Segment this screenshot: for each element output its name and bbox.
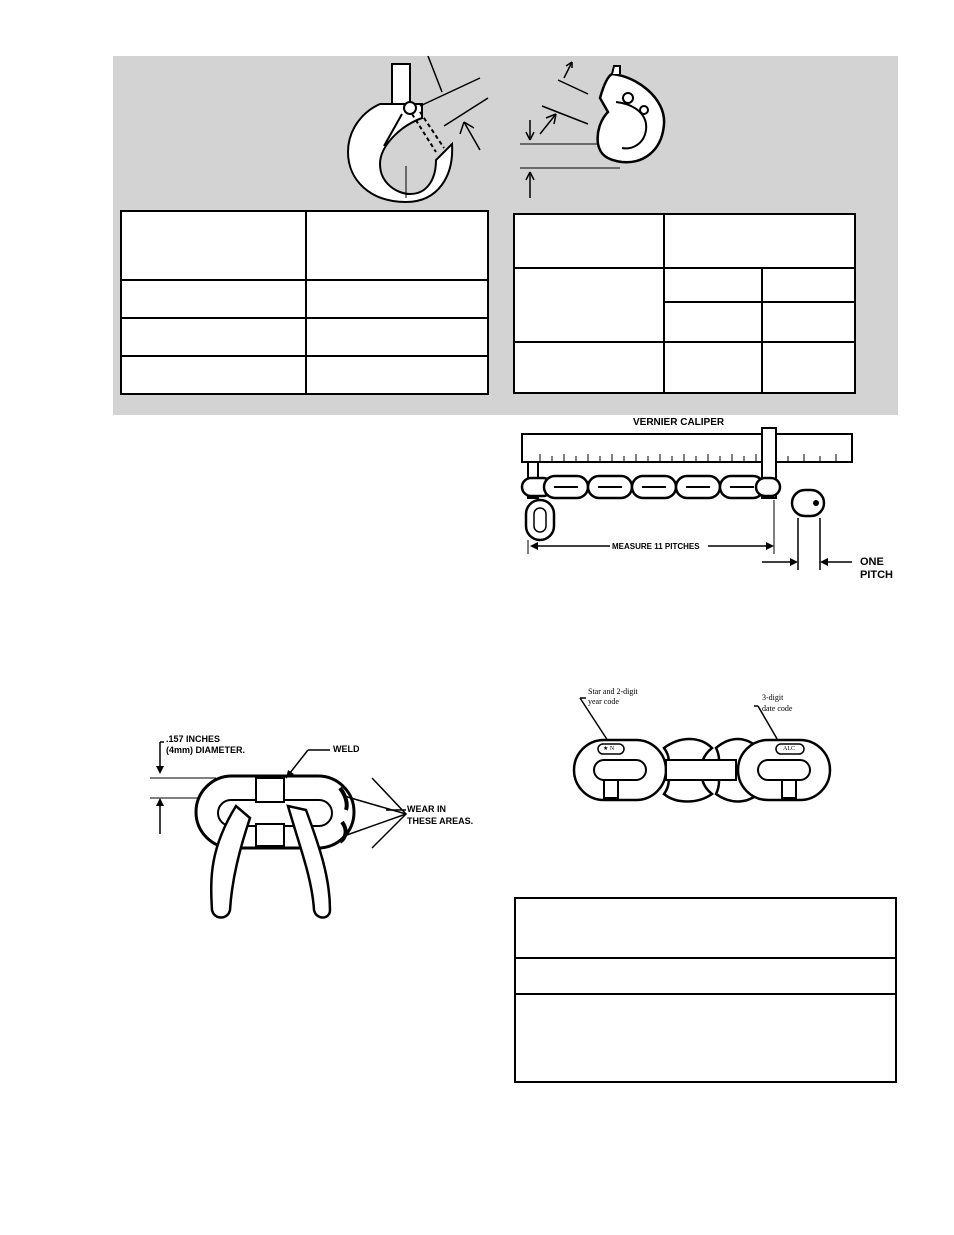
table-cell — [762, 268, 855, 302]
date-code-label-line1: 3-digit — [762, 693, 784, 702]
star-code-label-line1: Star and 2-digit — [588, 687, 638, 696]
table-cell — [515, 958, 896, 994]
table-cell — [515, 898, 896, 958]
table-cell — [762, 342, 855, 393]
diameter-label-line2: (4mm) DIAMETER. — [166, 745, 246, 755]
table-cell — [121, 280, 306, 318]
table-cell — [306, 280, 488, 318]
hook-throat-illustration — [340, 56, 500, 206]
table-cell — [514, 342, 664, 393]
weld-label: WELD — [333, 744, 360, 754]
table-cell — [664, 302, 762, 342]
wear-label-line1: WEAR IN — [407, 804, 446, 814]
table-cell — [306, 211, 488, 280]
table-cell — [514, 214, 664, 268]
table-cell — [121, 318, 306, 356]
wear-label-line2: THESE AREAS. — [407, 816, 474, 826]
date-code-label-line2: date code — [762, 704, 793, 713]
table-cell — [306, 356, 488, 394]
table-cell — [762, 302, 855, 342]
table-cell — [514, 268, 664, 342]
table-cell — [121, 211, 306, 280]
latch-hook-table — [513, 213, 856, 394]
table-cell — [306, 318, 488, 356]
caliper-title: VERNIER CALIPER — [633, 417, 725, 428]
table-cell — [121, 356, 306, 394]
table-cell — [515, 994, 896, 1082]
table-cell — [664, 214, 855, 268]
stamp-star-code: ★ N — [603, 746, 615, 752]
star-code-label-line2: year code — [588, 697, 619, 706]
vernier-caliper-illustration — [518, 426, 858, 576]
measure-pitches-label: MEASURE 11 PITCHES — [612, 542, 700, 551]
table-cell — [664, 268, 762, 302]
one-pitch-label-line2: PITCH — [860, 569, 893, 581]
latch-hook-illustration — [516, 58, 676, 204]
stamp-date-code: ALC — [783, 746, 795, 752]
table-cell — [664, 342, 762, 393]
diameter-label-line1: .157 INCHES — [166, 734, 221, 744]
hook-throat-table — [120, 210, 489, 395]
one-pitch-label-line1: ONE — [860, 556, 884, 568]
chain-wear-illustration — [150, 738, 410, 923]
bottom-note-table — [514, 897, 897, 1083]
